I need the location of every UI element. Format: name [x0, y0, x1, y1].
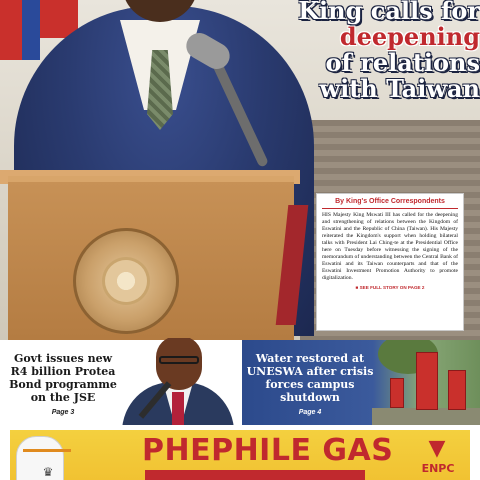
ground — [372, 408, 480, 425]
flag — [0, 0, 40, 60]
campus-sign — [448, 370, 466, 410]
plum-blossom-emblem-icon — [73, 228, 179, 334]
teaser-bond-text — [4, 352, 122, 419]
see-full-story-link[interactable]: ■ SEE FULL STORY ON PAGE 2 — [355, 285, 425, 290]
campus-sign — [416, 352, 438, 410]
teaser-water-page: Page 4 — [298, 409, 322, 416]
byline: By King's Office Correspondents — [322, 198, 458, 209]
teaser-water-headline: Water restored at UNESWA after crisis forces campus shutdown — [246, 352, 374, 404]
headline-line-3: of relations — [325, 48, 480, 77]
blossom-icon — [105, 260, 147, 302]
glasses-icon — [159, 356, 199, 364]
teaser-bond-page: Page 3 — [51, 409, 75, 416]
gas-cylinder — [16, 436, 64, 480]
story-box[interactable] — [316, 193, 464, 331]
headline-line-1: King calls for — [298, 0, 480, 25]
coat-of-arms-icon: ♛ — [42, 465, 54, 479]
gas-advert[interactable] — [10, 430, 470, 480]
headline-line-4: with Taiwan — [319, 74, 480, 103]
teaser-bond-headline: Govt issues new R4 billion Protea Bond programme on the JSE — [9, 352, 117, 404]
ad-red-strip — [145, 470, 365, 480]
ad-brand: PHEPHILE GAS — [142, 433, 394, 468]
teaser-water-text — [246, 352, 374, 419]
main-headline[interactable] — [276, 0, 480, 102]
enpc-logo-text: ENPC — [421, 462, 455, 475]
person-tie — [172, 392, 184, 425]
campus-sign — [390, 378, 404, 408]
teaser-bond-photo — [112, 338, 242, 425]
teaser-water[interactable] — [242, 340, 480, 425]
cylinder-stripe — [23, 449, 71, 452]
headline-line-2: deepening — [339, 22, 480, 51]
story-body: HIS Majesty King Mswati III has called for the deepening and strengthening of relations between the Kingdom of Eswatini and the Republic of China (Taiwan). His Majesty reiterated the Kingdom's support when holding bilateral talks with President Lai Ching-te at the Presidential Office here on Tuesday before witnessing the signing of the memorandum of understanding between the Central Bank of Eswatini and its Taiwan counterparts and that of the Eswatini Investment Promotion Authority to promote digitalization. — [322, 212, 458, 281]
enpc-flame-icon: ▼ — [428, 436, 446, 461]
person-head — [156, 338, 202, 390]
